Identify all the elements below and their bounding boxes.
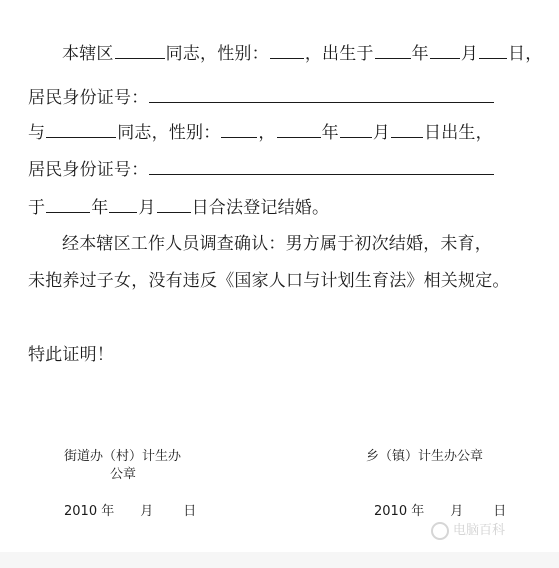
line-1 <box>62 42 542 65</box>
blank-year-3 <box>46 196 90 213</box>
line-8 <box>28 344 114 366</box>
line-1-part-c: ，出生于 <box>304 44 374 64</box>
line-1-part-d: 年 <box>411 44 429 64</box>
line-2 <box>28 86 495 109</box>
blank-year-2 <box>277 121 321 138</box>
left-date <box>64 503 196 521</box>
line-5-part-a: 于 <box>28 198 46 218</box>
blank-id-number-1 <box>149 86 494 103</box>
line-1-part-e: 月 <box>460 44 479 64</box>
blank-month-2 <box>340 121 372 138</box>
line-5-part-b: 年 <box>91 198 109 218</box>
blank-month-3 <box>109 196 137 213</box>
left-date-day: 日 <box>183 504 197 519</box>
line-6 <box>62 233 492 255</box>
line-1-part-a: 本辖区 <box>62 44 114 64</box>
line-1-part-b: 同志，性别： <box>165 44 269 64</box>
blank-name-1 <box>115 42 165 59</box>
line-3-part-b: 同志，性别： <box>117 123 221 143</box>
left-date-month: 月 <box>140 504 154 519</box>
investigation-text-1: 经本辖区工作人员调查确认：男方属于初次结婚，未育， <box>62 234 492 254</box>
watermark-text: 电脑百科 <box>453 523 506 538</box>
blank-year-1 <box>375 42 411 59</box>
left-seal-line-1: 街道办（村）计生办 <box>64 449 182 464</box>
blank-id-number-2 <box>149 158 494 175</box>
line-5-part-c: 月 <box>138 198 156 218</box>
line-3-part-d: 年 <box>321 123 339 143</box>
right-seal-label <box>366 448 483 466</box>
line-1-part-f: 日， <box>508 44 543 64</box>
left-seal-label <box>64 448 181 484</box>
line-7 <box>28 270 510 292</box>
blank-gender-1 <box>270 42 304 59</box>
line-3-part-f: 日出生， <box>424 123 493 143</box>
blank-day-2 <box>391 121 423 138</box>
watermark <box>431 520 551 542</box>
blank-day-3 <box>157 196 191 213</box>
id-number-label-2: 居民身份证号： <box>28 160 149 180</box>
certification-statement: 特此证明！ <box>28 345 114 365</box>
line-3 <box>28 121 493 144</box>
line-4 <box>28 158 495 181</box>
right-date-year: 2010 年 <box>374 504 425 519</box>
line-3-part-c: ， <box>258 123 276 143</box>
investigation-text-2: 未抱养过子女，没有违反《国家人口与计划生育法》相关规定。 <box>28 271 510 291</box>
blank-gender-2 <box>221 121 257 138</box>
right-date <box>374 503 506 521</box>
right-date-day: 日 <box>493 504 507 519</box>
line-5-part-d: 日合法登记结婚。 <box>191 198 330 218</box>
blank-month-1 <box>430 42 460 59</box>
footer-band <box>0 552 559 568</box>
blank-day-1 <box>479 42 507 59</box>
id-number-label-1: 居民身份证号： <box>28 88 149 108</box>
right-date-month: 月 <box>450 504 464 519</box>
watermark-badge-icon <box>431 522 449 540</box>
line-3-part-e: 月 <box>372 123 391 143</box>
line-3-part-a: 与 <box>28 123 46 143</box>
left-seal-line-2: 公章 <box>110 467 137 482</box>
blank-name-2 <box>46 121 116 138</box>
left-date-year: 2010 年 <box>64 504 115 519</box>
line-5 <box>28 196 329 219</box>
right-seal-line-1: 乡（镇）计生办公章 <box>366 449 484 464</box>
